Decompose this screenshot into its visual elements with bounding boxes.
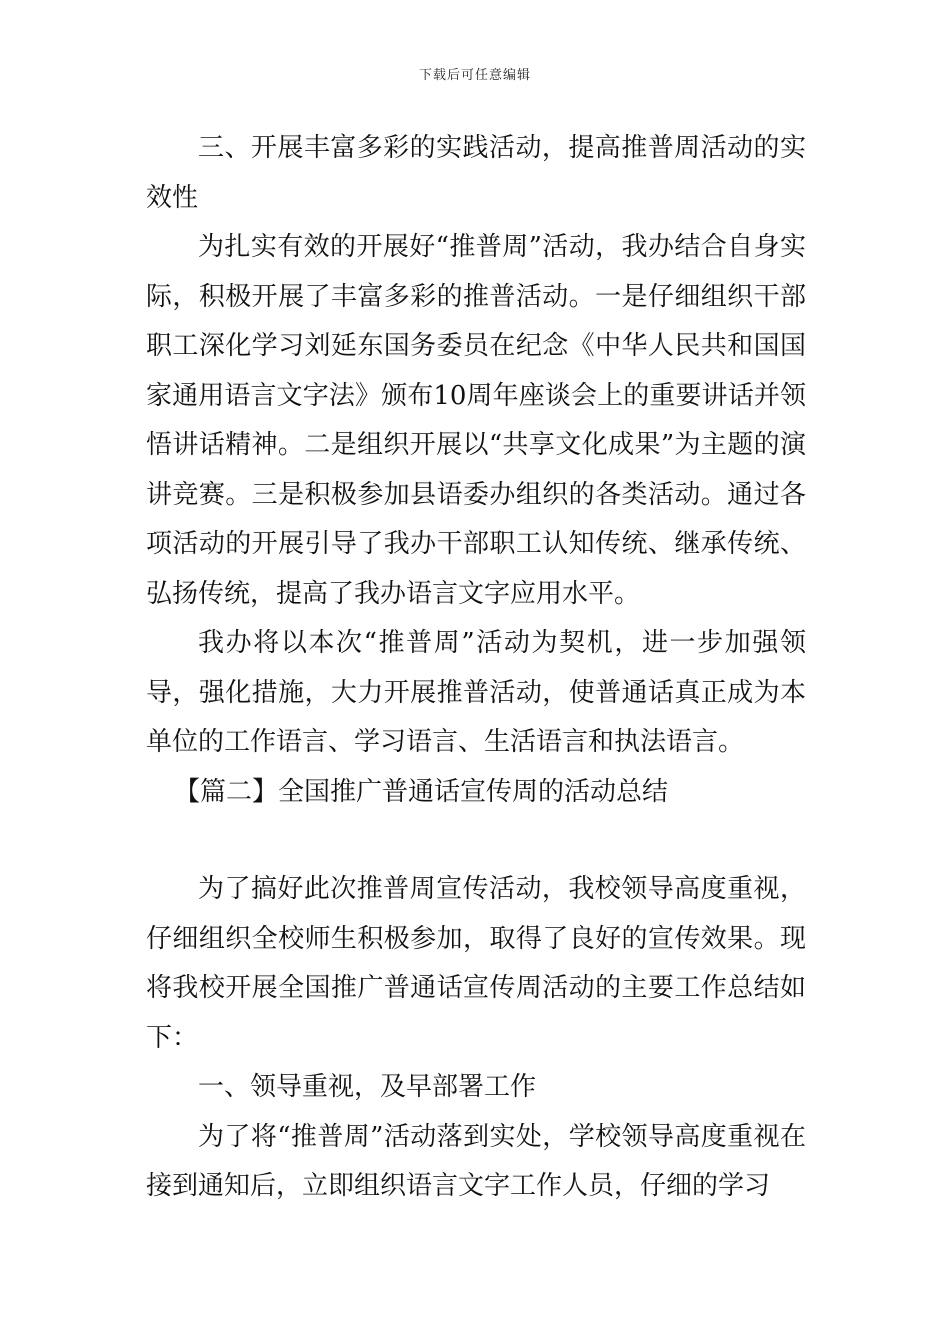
body-paragraph: 为扎实有效的开展好“推普周”活动，我办结合自身实际，积极开展了丰富多彩的推普活动。一是仔细组织干部职工深化学习刘延东国务委员在纪念《中华人民共和国国家通用语言文字法》颁布10周年座谈会上的重要讲话并领悟讲话精神。二是组织开展以“共享文化成果”为主题的演讲竞赛。三是积极参加县语委办组织的各类活动。通过各项活动的开展引导了我办干部职工认知传统、继承传统、弘扬传统，提高了我办语言文字应用水平。: [146, 232, 806, 609]
document-body: [146, 124, 806, 1212]
body-paragraph: 为了将“推普周”活动落到实处，学校领导高度重视在接到通知后，立即组织语言文字工作人员，仔细的学习: [146, 1121, 806, 1201]
article-title: 【篇二】全国推广普通话宣传周的活动总结: [174, 776, 669, 807]
page-header: 下载后可任意编辑: [418, 68, 531, 83]
body-paragraph: 为了搞好此次推普周宣传活动，我校领导高度重视，仔细组织全校师生积极参加，取得了良好的宣传效果。现将我校开展全国推广普通话宣传周活动的主要工作总结如下：: [146, 874, 806, 1053]
section-heading-1: 一、领导重视，及早部署工作: [198, 1072, 537, 1102]
section-heading-3: 三、开展丰富多彩的实践活动，提高推普周活动的实效性: [146, 133, 806, 213]
blank-line: [146, 817, 806, 865]
body-paragraph: 我办将以本次“推普周”活动为契机，进一步加强领导，强化措施，大力开展推普活动，使普通话真正成为本单位的工作语言、学习语言、生活语言和执法语言。: [146, 628, 806, 757]
